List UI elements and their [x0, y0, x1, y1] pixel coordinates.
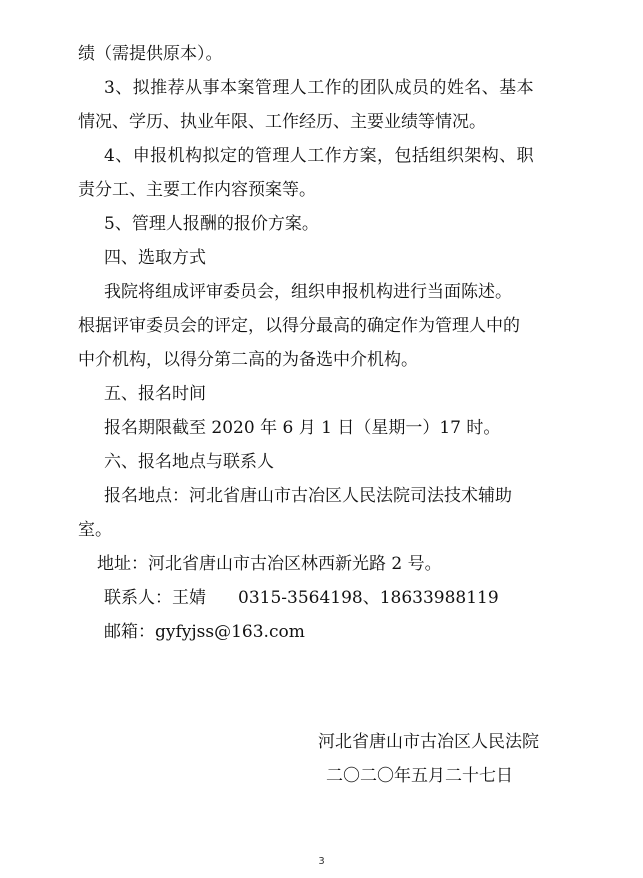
address-line: 地址：河北省唐山市古冶区林西新光路 2 号。 [97, 554, 442, 574]
text-line: 4、申报机构拟定的管理人工作方案，包括组织架构、职 [104, 146, 535, 166]
text-line: 中介机构，以得分第二高的为备选中介机构。 [78, 350, 418, 370]
email-line: 邮箱：gyfyjss@163.com [104, 622, 305, 642]
contact-line [104, 587, 643, 609]
text-line: 绩（需提供原本）。 [78, 44, 223, 64]
text-line: 我院将组成评审委员会，组织申报机构进行当面陈述。 [104, 282, 512, 302]
text-line: 3、拟推荐从事本案管理人工作的团队成员的姓名、基本 [104, 78, 535, 98]
contact-name: 联系人：王婧 [104, 588, 206, 608]
section-heading: 六、报名地点与联系人 [104, 452, 274, 472]
signature-date: 二〇二〇年五月二十七日 [326, 766, 513, 786]
text-line: 室。 [78, 520, 112, 540]
contact-phone: 0315-3564198、18633988119 [238, 588, 499, 608]
text-line: 情况、学历、执业年限、工作经历、主要业绩等情况。 [78, 112, 486, 132]
section-heading: 五、报名时间 [104, 384, 206, 404]
text-line: 报名期限截至 2020 年 6 月 1 日（星期一）17 时。 [104, 418, 501, 438]
page-number: 3 [318, 856, 325, 867]
text-line: 根据评审委员会的评定，以得分最高的确定作为管理人中的 [78, 316, 520, 336]
section-heading: 四、选取方式 [104, 248, 206, 268]
text-line: 5、管理人报酬的报价方案。 [104, 214, 319, 234]
signature-org: 河北省唐山市古冶区人民法院 [318, 732, 539, 752]
text-line: 责分工、主要工作内容预案等。 [78, 180, 316, 200]
text-line: 报名地点：河北省唐山市古冶区人民法院司法技术辅助 [104, 486, 512, 506]
